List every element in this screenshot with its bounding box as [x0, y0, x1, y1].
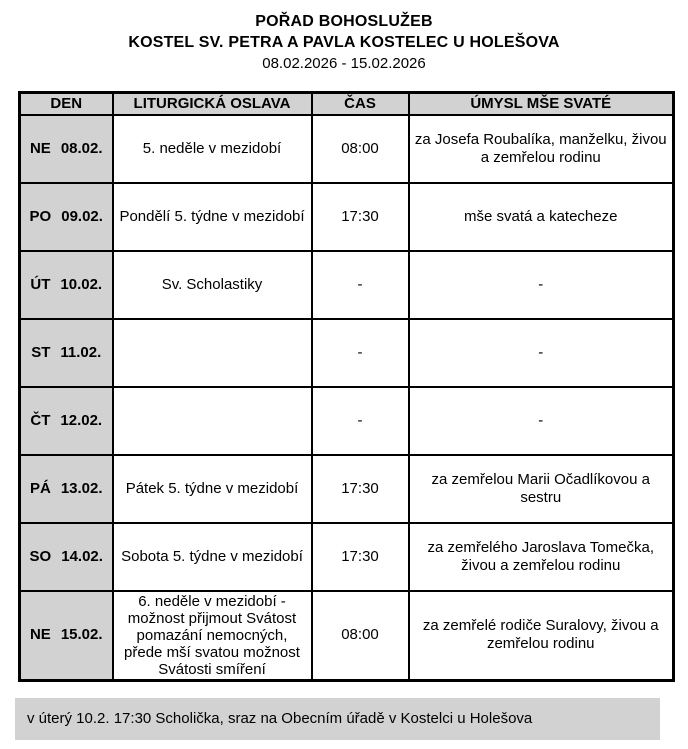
table-row — [20, 251, 674, 319]
day-date: 14.02. — [61, 547, 103, 565]
intention-cell: za zemřelou Marii Očadlíkovou a sestru — [409, 455, 674, 523]
intention-cell: za zemřelého Jaroslava Tomečka, živou a zemřelou rodinu — [409, 523, 674, 591]
schedule-table-header — [20, 93, 674, 115]
day-cell — [20, 455, 113, 523]
intention-cell: - — [409, 251, 674, 319]
table-row — [20, 319, 674, 387]
page-title: POŘAD BOHOSLUŽEB — [255, 13, 433, 30]
day-cell — [20, 591, 113, 681]
table-row — [20, 455, 674, 523]
time-cell: 17:30 — [312, 183, 409, 251]
schedule-table-body — [20, 115, 674, 681]
day-abbreviation: PÁ — [29, 479, 51, 497]
day-cell — [20, 183, 113, 251]
intention-cell: - — [409, 387, 674, 455]
footer-note-bar — [15, 698, 660, 740]
header-row — [20, 93, 674, 115]
intention-cell: za zemřelé rodiče Suralovy, živou a zemřelou rodinu — [409, 591, 674, 681]
day-abbreviation: ČT — [30, 411, 51, 429]
table-row — [20, 387, 674, 455]
page-subtitle: KOSTEL SV. PETRA A PAVLA KOSTELEC U HOLEŠOVA — [128, 34, 560, 51]
col-header-day: DEN — [20, 93, 113, 115]
day-abbreviation: NE — [29, 139, 51, 157]
day-cell — [20, 319, 113, 387]
time-cell: 17:30 — [312, 455, 409, 523]
intention-cell: za Josefa Roubalíka, manželku, živou a zemřelou rodinu — [409, 115, 674, 183]
day-date: 13.02. — [60, 479, 103, 497]
col-header-time: ČAS — [312, 93, 409, 115]
day-cell — [20, 523, 113, 591]
day-cell — [20, 251, 113, 319]
table-row — [20, 115, 674, 183]
footer-note-text: v úterý 10.2. 17:30 Scholička, sraz na Obecním úřadě v Kostelci u Holešova — [27, 710, 533, 727]
day-cell — [20, 115, 113, 183]
time-cell: - — [312, 319, 409, 387]
table-row — [20, 523, 674, 591]
celebration-cell: 6. neděle v mezidobí - možnost přijmout Svátost pomazání nemocných, přede mší svatou možnost Svátosti smíření — [113, 591, 312, 681]
day-abbreviation: ÚT — [30, 275, 51, 293]
day-abbreviation: SO — [29, 547, 52, 565]
time-cell: 08:00 — [312, 115, 409, 183]
day-abbreviation: PO — [29, 207, 52, 225]
day-abbreviation: NE — [29, 626, 51, 643]
day-date: 09.02. — [61, 207, 103, 225]
day-cell — [20, 387, 113, 455]
day-date: 08.02. — [60, 139, 103, 157]
document-header — [0, 0, 688, 74]
table-row — [20, 591, 674, 681]
time-cell: - — [312, 387, 409, 455]
col-header-intention: ÚMYSL MŠE SVATÉ — [409, 93, 674, 115]
day-date: 12.02. — [60, 411, 103, 429]
intention-cell: - — [409, 319, 674, 387]
time-cell: 17:30 — [312, 523, 409, 591]
time-cell: 08:00 — [312, 591, 409, 681]
day-date: 11.02. — [60, 343, 102, 361]
celebration-cell: Pondělí 5. týdne v mezidobí — [113, 183, 312, 251]
celebration-cell: Sobota 5. týdne v mezidobí — [113, 523, 312, 591]
celebration-cell: 5. neděle v mezidobí — [113, 115, 312, 183]
celebration-cell — [113, 319, 312, 387]
celebration-cell — [113, 387, 312, 455]
celebration-cell: Sv. Scholastiky — [113, 251, 312, 319]
time-cell: - — [312, 251, 409, 319]
date-range: 08.02.2026 - 15.02.2026 — [262, 55, 426, 72]
day-date: 15.02. — [60, 626, 103, 643]
schedule-table — [18, 91, 675, 682]
col-header-celebration: LITURGICKÁ OSLAVA — [113, 93, 312, 115]
day-date: 10.02. — [60, 275, 103, 293]
intention-cell: mše svatá a katecheze — [409, 183, 674, 251]
celebration-cell: Pátek 5. týdne v mezidobí — [113, 455, 312, 523]
day-abbreviation: ST — [31, 343, 51, 361]
table-row — [20, 183, 674, 251]
